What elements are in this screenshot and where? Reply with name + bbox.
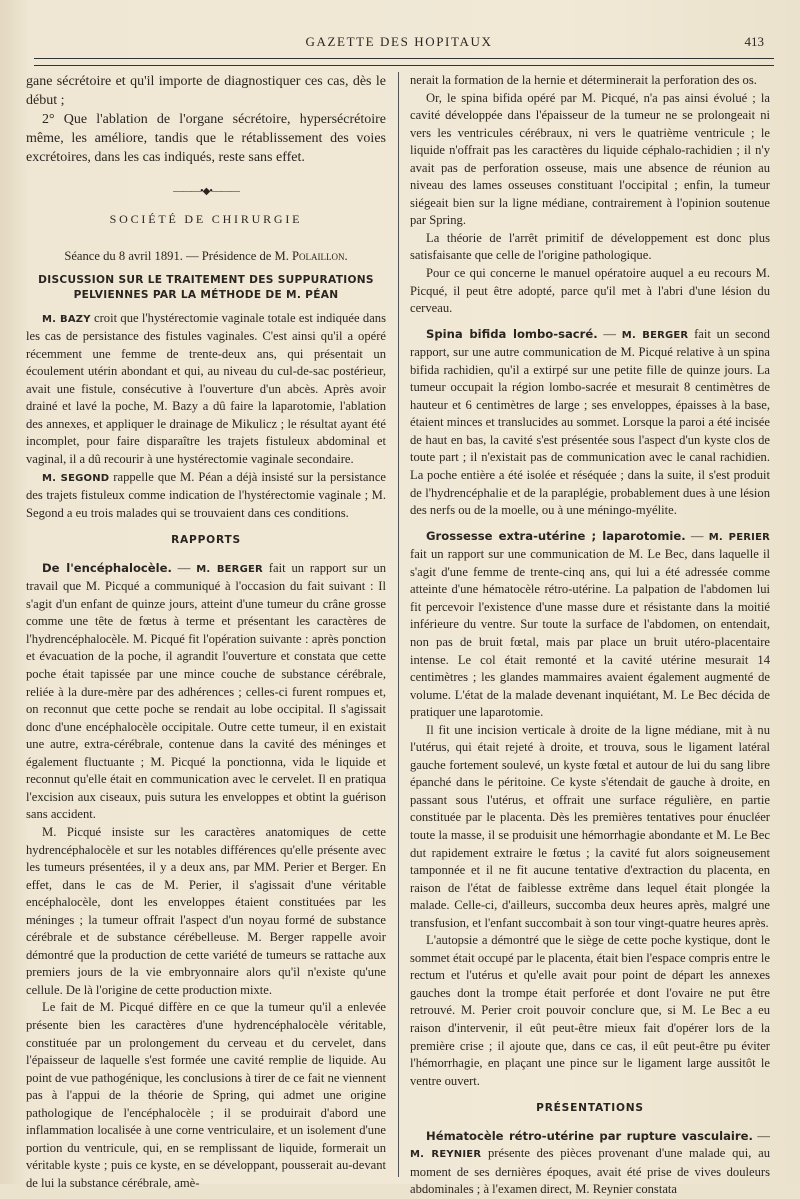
presentations-heading: PRÉSENTATIONS (536, 1102, 644, 1115)
page-number: 413 (744, 34, 764, 49)
header-rule-bottom (34, 65, 774, 66)
paragraph: La théorie de l'arrêt primitif de développement est donc plus satisfaisante que celle de l'origine pathologique. (410, 230, 770, 263)
paragraph: 2° Que l'ablation de l'organe sécrétoire, hypersécrétoire même, les améliore, tandis que le rétablissement des voies excrétoires, dans les cas indiqués, reste sans effet. (26, 112, 386, 165)
report-heading: Grossesse extra-utérine ; laparotomie. (426, 528, 686, 543)
report-heading: De l'encéphalocèle. (42, 560, 172, 575)
section-title: SOCIÉTÉ DE CHIRURGIE (109, 211, 303, 226)
paragraph: M. Picqué insiste sur les caractères anatomiques de cette hydrencéphalocèle et sur les notables différences qu'elle présente avec les tumeurs présentées, il y a deux ans, par MM. Perier et Berger. En effet, dans le cas de M. Perier, il s'agissait d'une véritable encéphalocèle, dont les enveloppes étaient constituées par les méninges ; la tumeur offrait l'aspect d'un noyau formé de substance cérébrale et de substance cérébelleuse. M. Berger rappelle avoir démontré que la production de cette variété de tumeurs se rattache aux premiers jours de la vie embryonnaire alors qu'il n'existe qu'une cellule. De là l'origine de cette production mixte. (26, 824, 386, 997)
paragraph: nerait la formation de la hernie et déterminerait la perforation des os. (410, 73, 757, 87)
speaker-name: M. BERGER (621, 329, 689, 341)
rapports-heading: RAPPORTS (171, 534, 241, 547)
header-rule-top (34, 58, 774, 59)
paragraph-text: présente des pièces provenant d'une malade qui, au moment de ses dernières époques, avait été prise de vives douleurs abdominales ; à l'examen direct, M. Reynier constata (410, 1146, 771, 1197)
session-line: Séance du 8 avril 1891. — Présidence de M. Polaillon. (64, 249, 348, 264)
paragraph: Le fait de M. Picqué diffère en ce que la tumeur qu'il a enlevée présente bien les caractères d'une hydrencéphalocèle véritable, constituée par un prolongement du cerveau et du cervelet, dans l'épaisseur de laquelle s'est formée une cavité remplie de liquide. Au point de vue pathogénique, les conclusions à tirer de ce fait ne viennent pas à l'appui de la théorie de Spring, qui admet une origine pathologique de l'encéphalocèle ; il se produirait d'abord une inflammation localisée à une corne ventriculaire, et un isolement d'une portion du ventricule, qui, en se remplissant de liquide, formerait un véritable kyste ; puis ce kyste, en se développant, pousserait au-devant de lui la substance cérébrale, amè- (26, 1000, 386, 1190)
president-name: Polaillon (292, 249, 345, 264)
left-column (26, 72, 386, 1192)
section-ornament: ———•◆•——— (173, 186, 239, 197)
session-text: Séance du 8 avril 1891. — Présidence de M. (64, 249, 289, 264)
paragraph: Grossesse extra-utérine ; laparotomie. — M. PERIER fait un rapport sur une communication de M. Le Bec, dans laquelle il s'agit d'une femme de trente-cinq ans, qui lui a été adressée comme atteinte d'une hématocèle rétro-utérine. La palpation de l'abdomen lui fit percevoir l'existence d'une masse dure et résistante dans la moitié inférieure du ventre. Sur toute la surface de l'abdomen, on entendait, non pas de bruit fœtal, mais par place un bruit utéro-placentaire intense. Le col était remonté et la cavité utérine mesurait 14 centimètres ; les glandes mammaires avaient également augmenté de volume. L'état de la malade devenant inquiétant, M. Le Bec décida de pratiquer une laparotomie. (410, 528, 770, 720)
right-column (410, 72, 770, 1199)
paragraph (26, 310, 386, 469)
paragraph: Spina bifida lombo-sacré. — M. BERGER fait un second rapport, sur une autre communication de M. Picqué relative à un spina bifida rachidien, qu'il a extirpé sur une petite fille de quinze jours. La tumeur occupait la région lombo-sacrée et mesurait 8 centimètres de hauteur et 6 centimètres de large ; ses enveloppes, épaisses à la base, étaient minces et translucides au sommet. Lorsque la paroi a été incisée de haut en bas, la cavité s'est présentée sous l'aspect d'un kyste clos de toute part ; il n'existait pas de communication avec le canal rachidien. La poche entière a été isolée et réséquée ; dans la suite, il s'est produit de l'hydrencéphalie et de la paraplégie, probablement dues à une lésion des nerfs ou de la moelle, ou à une méningo-myélite. (410, 326, 770, 518)
speaker-name: M. SEGOND (42, 472, 110, 484)
speaker-name: M. PERIER (708, 531, 770, 543)
paragraph: gane sécrétoire et qu'il importe de diagnostiquer ces cas, dès le début ; (26, 74, 386, 108)
paragraph: Or, le spina bifida opéré par M. Picqué, n'a pas ainsi évolué ; la cavité développée dans l'épaisseur de la tumeur ne se prolongeait ni vers les ventricules cérébraux, ni vers le quatrième ventricule ; le liquide n'offrait pas les caractères du liquide céphalo-rachidien ; il n'y avait pas de perforation osseuse, mais une absence de réunion au niveau des lames osseuses constituant l'occipital ; enfin, la tumeur siégeait bien sur la ligne médiane, contrairement à l'opinion soutenue par Spring. (410, 90, 770, 228)
paragraph: Hématocèle rétro-utérine par rupture vasculaire. — M. REYNIER présente des pièces provenant d'une malade qui, au moment de ses dernières époques, avait été prise de vives douleurs abdominales ; à l'examen direct, M. Reynier constata (410, 1128, 771, 1197)
paragraph: Il fit une incision verticale à droite de la ligne médiane, mit à nu l'utérus, qui était rejeté à droite, et trouva, sous le ligament latéral gauche fortement soulevé, un kyste fœtal et autour de lui du sang libre épanché dans le péritoine. Ce kyste s'étendait de gauche à droite, en passant sous l'utérus, et offrait une surface régulière, en partie constituée par le placenta. Dès les premières tentatives pour énucléer toute la masse, il se produisit une hémorrhagie abondante et M. Le Bec dut rapidement extraire le fœtus ; la cavité fut alors soigneusement tamponnée et il ne fit aucune tentative d'extraction du placenta, en raison de l'état de faiblesse extrême dans lequel était plongée la malade. Celle-ci, d'ailleurs, succomba deux heures après, malgré une transfusion, et l'enfant succombait à son tour vingt-quatre heures après. (410, 722, 770, 930)
paragraph-text: fait un rapport sur un travail que M. Picqué a communiqué à l'occasion du fait suivant : Il s'agit d'un enfant de quinze jours, atteint d'une tumeur du crâne grosse comme une tête de fœtus à terme et présentant les caractères de l'hydrencéphalocèle. M. Picqué fit l'opération suivante : après ponction et évacuation de la poche, il agrandit l'ouverture et constata que cette poche était tapissée par une mince couche de substance cérébrale, reliée à la dure-mère par des adhérences ; celles-ci furent rompues et, on reconnut que cette poche se rendait au lobe occipital. Il s'agissait donc d'une encéphalocèle occipitale. Outre cette tumeur, il en existait une autre, extra-cérébrale, contenue dans la cavité des méninges et également fluctuante ; M. Picqué la ponctionna, vida le liquide et reconnut qu'elle était en communication avec le cervelet. Il en pratiqua l'excision aux ciseaux, puis sutura les enveloppes et obtint la guérison sans accident. (26, 560, 387, 822)
paragraph-text: croit que l'hystérectomie vaginale totale est indiquée dans les cas de persistance des fistules vaginales. C'est ainsi qu'il a opéré récemment une femme de trente-deux ans, qui présentait un écoulement utérin abondant et qui, au niveau du cul-de-sac postérieur, avait une fistule, consécutive à l'ouverture d'un abcès. Après avoir drainé et lavé la poche, M. Bazy a dû faire la laparotomie, l'ablation des annexes, et appliquer le drainage de Mikulicz ; le résultat ayant été incomplet, pour faire disparaître les trajets fistuleux abdominal et vaginal, il a dû recourir à une hystérectomie vaginale secondaire. (26, 310, 386, 467)
paragraph-text: fait un rapport sur une communication de M. Le Bec, dans laquelle il s'agit d'une femme de trente-cinq ans, qui lui a été adressée comme atteinte d'une hématocèle rétro-utérine. La palpation de l'abdomen lui fit percevoir l'existence d'une masse dure et résistante dans la moitié inférieure du ventre. Sur toute la surface de l'abdomen, on entendait, non pas de bruit fœtal, mais par place un bruit utéro-placentaire intense. Le col était remonté et la cavité utérine mesurait 14 centimètres ; les glandes mammaires avaient également augmenté de volume. L'état de la malade devenant inquiétant, M. Le Bec décida de pratiquer une laparotomie. (410, 547, 770, 720)
speaker-name: M. REYNIER (410, 1149, 482, 1161)
speaker-name: M. BERGER (196, 563, 263, 575)
paragraph: Pour ce qui concerne le manuel opératoire auquel a eu recours M. Picqué, il peut être adopté, parce qu'il met à l'abri d'une lésion du cerveau. (410, 266, 770, 316)
report-heading: Hématocèle rétro-utérine par rupture vasculaire. (426, 1128, 753, 1143)
journal-title: GAZETTE DES HOPITAUX (305, 34, 493, 49)
paragraph (26, 469, 386, 523)
paragraph-text: fait un second rapport, sur une autre communication de M. Picqué relative à un spina bifida rachidien, qu'il a extirpé sur une petite fille de quinze jours. La tumeur occupait la région lombo-sacrée et mesurait 8 centimètres de hauteur et 6 centimètres de large ; ses enveloppes, épaisses à la base, étaient minces et translucides au sommet. Lorsque la paroi a été incisée de haut en bas, la cavité s'est présentée sous l'aspect d'un kyste clos de toute part ; il n'existait pas de communication avec le canal rachidien. La poche entière a été isolée et réséquée ; dans la suite, il s'est produit de l'hydrencéphalie et de la paraplégie, probablement dues à une lésion des nerfs ou de la moelle, ou à une méningo-myélite. (410, 326, 770, 518)
report-heading: Spina bifida lombo-sacré. (426, 326, 598, 341)
paragraph: De l'encéphalocèle. — M. BERGER fait un rapport sur un travail que M. Picqué a communiqué à l'occasion du fait suivant : Il s'agit d'un enfant de quinze jours, atteint d'une tumeur du crâne grosse comme une tête de fœtus à terme et présentant les caractères de l'hydrencéphalocèle. M. Picqué fit l'opération suivante : après ponction et évacuation de la poche, il agrandit l'ouverture et constata que cette poche était tapissée par une mince couche de substance cérébrale, reliée à la dure-mère par des adhérences ; celles-ci furent rompues et, on reconnut que cette poche se rendait au lobe occipital. Il s'agissait donc d'une encéphalocèle occipitale. Outre cette tumeur, il en existait une autre, extra-cérébrale, contenue dans la cavité des méninges et également fluctuante ; M. Picqué la ponctionna, vida le liquide et reconnut qu'elle était en communication avec le cervelet. Il en pratiqua l'excision aux ciseaux, puis sutura les enveloppes et obtint la guérison sans accident. (26, 560, 387, 822)
speaker-name: M. BAZY (42, 313, 91, 325)
paragraph-text: rappelle que M. Péan a déjà insisté sur la persistance des trajets fistuleux comme indication de l'hystérectomie vaginale ; M. Segond a eu trois malades qui se trouvaient dans ces conditions. (26, 469, 386, 520)
running-header (24, 34, 774, 56)
paragraph: L'autopsie a démontré que le siège de cette poche kystique, dont le sommet était occupé par le placenta, était bien l'espace compris entre le rectum et l'utérus et qu'elle avait pour point de départ les annexes gauches dont la trompe était perforée et dont l'ovaire ne put être retrouvé. M. Perier croit pouvoir conclure que, si M. Le Bec a eu raison d'intervenir, il eût peut-être mieux fait d'opérer lors de la première crise ; il ajoute que, dans ce cas, il eût peut-être pu éviter l'hémorrhagie, en plaçant une pince sur le ligament large aussitôt le ventre ouvert. (410, 933, 770, 1088)
column-divider (398, 72, 399, 1177)
discussion-heading: DISCUSSION SUR LE TRAITEMENT DES SUPPURATIONS PELVIENNES PAR LA MÉTHODE DE M. PÉAN (38, 273, 374, 301)
